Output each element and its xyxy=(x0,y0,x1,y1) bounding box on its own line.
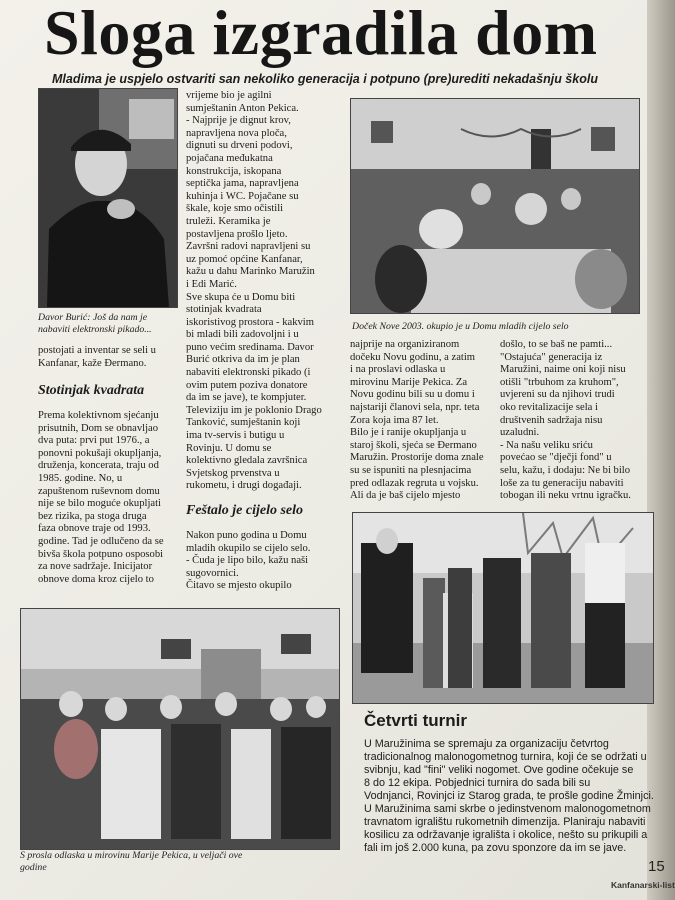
portrait-photo xyxy=(38,88,178,308)
new-year-party-photo xyxy=(350,98,640,314)
portrait-caption: Davor Burić: Još da nam je nabaviti elektronski pikado... xyxy=(38,312,152,335)
column-1-top: postojati a inventar se seli u Kanfanar, kaže Đermano. xyxy=(38,345,156,369)
column-2-body: vrijeme bio je agilni sumještanin Anton Pekica. - Najprije je dignut krov, napravljena nova ploča, dignuti su drveni podovi, pojačana međukatna konstrukcija, iskopana septička jama, napravljena kuhinja i WC. Pojačane su škale, koje smo očistili truleži. Keramika je postavljena prošlo ljeto. Završni radovi napravljeni su uz pomoć općine Kanfanar, kažu u dahu Marinko Maružin i Edi Marić. Sve skupa će u Domu biti stotinjak kvadrata iskoristivog prostora - kakvim bi mladi bili zadovoljni i u puno većim sredinama. Davor Burić otkriva da im je plan nabaviti elektronski pikado (i ovim putem poziva donatore da im se jave), te kompjuter. Televiziju im je poklonio Drago Tanković, sumještanin koji ima tv-servis i butigu u Rovinju. U domu se kolektivno gledala završnica Svjetskog prvenstva u rukometu, i drugi događaji. xyxy=(186,90,322,492)
page-number: 15 xyxy=(648,858,665,875)
box-text: U Maružinima se spremaju za organizaciju četvrtog tradicionalnog malonogometnog turnira, koji će se održati u svibnju, kad "fini" veliki nogomet. Ove godine očekuje se 8 do 12 ekipa. Pobjednici turnira do sada bili su Vodnjanci, Rovinjci iz Starog grada, te prošle godine Žminjci. U Maružinima sami skrbe o jedinstvenom malonogometnom travnatom igralištu rukometnih dimenzija. Planiraju nabaviti kosilicu za održavanje igrališta i okolice, nešto su prikupili a fali im još 2.000 kuna, pa zovu sponzore da im se jave. xyxy=(364,738,654,854)
subheadline: Mladima je uspjelo ostvariti san nekoliko generacija i potpuno (pre)urediti nekadašnju školu xyxy=(52,72,598,86)
subhead-stotinjak: Stotinjak kvadrata xyxy=(38,383,145,398)
subhead-festalo: Feštalo je cijelo selo xyxy=(186,503,304,518)
footer-logo: Kanfanarski-list xyxy=(611,880,675,890)
column-4-body: došlo, to se baš ne pamti... "Ostajuća" generacija iz Maružini, naime oni koji nisu otišli "trbuhom za kruhom", uvjereni su da njihovi trudi oko revitalizacije sela i društvenih sadržaja nisu uzaludni. - Na našu veliku sriću povećao se "dječji fond" u selu, kažu, i dodaju: Ne bi bilo loše za tu generaciju nabaviti tobogan ili neku vrtnu igračku. xyxy=(500,339,631,502)
party-caption: Doček Nove 2003. okupio je u Domu mladih cijelo selo xyxy=(352,321,569,332)
retirement-party-photo xyxy=(20,608,340,850)
column-1-body: Prema kolektivnom sjećanju prisutnih, Dom se obnavljao dva puta: prvi put 1976., a ponovni pokušaji okupljanja, druženja, koncerata, traju od 1985. godine. No, u zapuštenom ruševnom domu nije se bilo moguće okupljati bez rizika, pa stoga druga faza obnove traje od 1993. godine. Tad je odlučeno da se bivša škola potpuno osposobi za nove sadržaje. Inicijator obnove doma kroz cijelo to xyxy=(38,410,164,585)
column-3-body: najprije na organiziranom dočeku Novu godinu, a zatim i na proslavi odlaska u mirovinu Marije Pekica. Za Novu godinu bili su u domu i najstariji članovi sela, npr. teta Zora koja ima 87 let. Bilo je i ranije okupljanja u staroj školi, sjeća se Đermano Maružin. Prostorije doma znale su se ispuniti na plesnjacima pred odlazak regruta u vojsku. Ali da je baš cijelo mjesto xyxy=(350,339,484,502)
retirement-caption: S prosla odlaska u mirovinu Marije Pekica, u veljači ove godine xyxy=(20,850,243,873)
football-team-photo xyxy=(352,512,654,704)
column-2-after: Nakon puno godina u Domu mladih okupilo se cijelo selo. - Čuda je lipo bilo, kažu naši sugovornici. Čitavo se mjesto okupilo xyxy=(186,530,311,592)
headline: Sloga izgradila dom xyxy=(44,0,598,68)
box-title: Četvrti turnir xyxy=(364,711,467,730)
